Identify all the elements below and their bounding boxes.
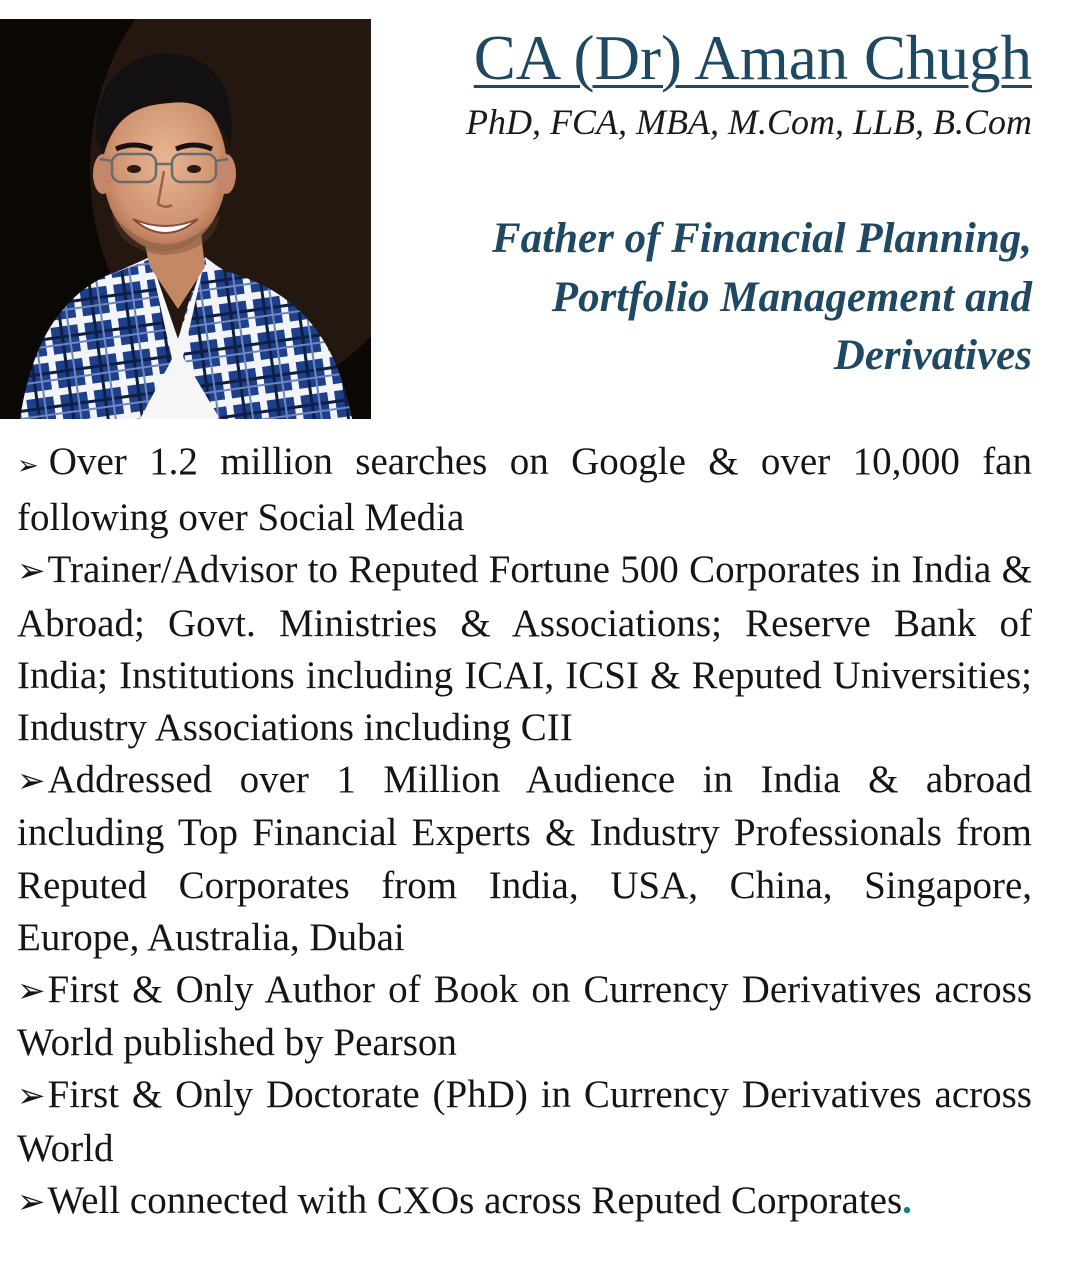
tagline-line: Derivatives xyxy=(833,332,1032,379)
achievement-item xyxy=(17,964,1032,1069)
arrowhead-bullet-icon: ➢ xyxy=(17,761,46,802)
arrowhead-bullet-icon: ➢ xyxy=(17,1181,46,1222)
final-dot: . xyxy=(902,1178,912,1222)
profile-photo xyxy=(0,19,371,419)
achievement-item xyxy=(17,544,1032,754)
achievement-item xyxy=(17,1175,1032,1228)
qualifications: PhD, FCA, MBA, M.Com, LLB, B.Com xyxy=(466,102,1032,142)
achievement-text: First & Only Author of Book on Currency Derivatives across World published by Pearson xyxy=(17,968,1032,1065)
achievement-text: Trainer/Advisor to Reputed Fortune 500 Corporates in India & Abroad; Govt. Ministries & Associations; Reserve Bank of India; Institutions including ICAI, ICSI & Reputed Universities; Industry Associations including CII xyxy=(17,548,1032,750)
tagline xyxy=(392,210,1032,386)
arrowhead-bullet-icon: ➢ xyxy=(17,551,46,592)
achievement-text: First & Only Doctorate (PhD) in Currency Derivatives across World xyxy=(17,1073,1032,1170)
arrowhead-bullet-icon: ➢ xyxy=(17,971,46,1012)
person-name: CA (Dr) Aman Chugh xyxy=(473,23,1032,93)
achievement-text: Well connected with CXOs across Reputed Corporates xyxy=(47,1178,903,1222)
achievement-item xyxy=(17,754,1032,964)
achievement-item xyxy=(17,436,1032,544)
achievements-list xyxy=(17,436,1032,1228)
achievement-text: Addressed over 1 Million Audience in India & abroad including Top Financial Experts & Industry Professionals from Reputed Corporates from India, USA, China, Singapore, Europe, Australia, Dubai xyxy=(17,758,1032,959)
portrait-illustration xyxy=(0,19,371,419)
tagline-line: Father of Financial Planning, xyxy=(491,215,1032,262)
arrowhead-bullet-icon: ➢ xyxy=(17,451,39,481)
achievement-item xyxy=(17,1069,1032,1174)
arrowhead-bullet-icon: ➢ xyxy=(17,1076,46,1117)
tagline-line: Portfolio Management and xyxy=(551,273,1032,321)
achievement-text: Over 1.2 million searches on Google & over 10,000 fan following over Social Media xyxy=(17,440,1032,540)
